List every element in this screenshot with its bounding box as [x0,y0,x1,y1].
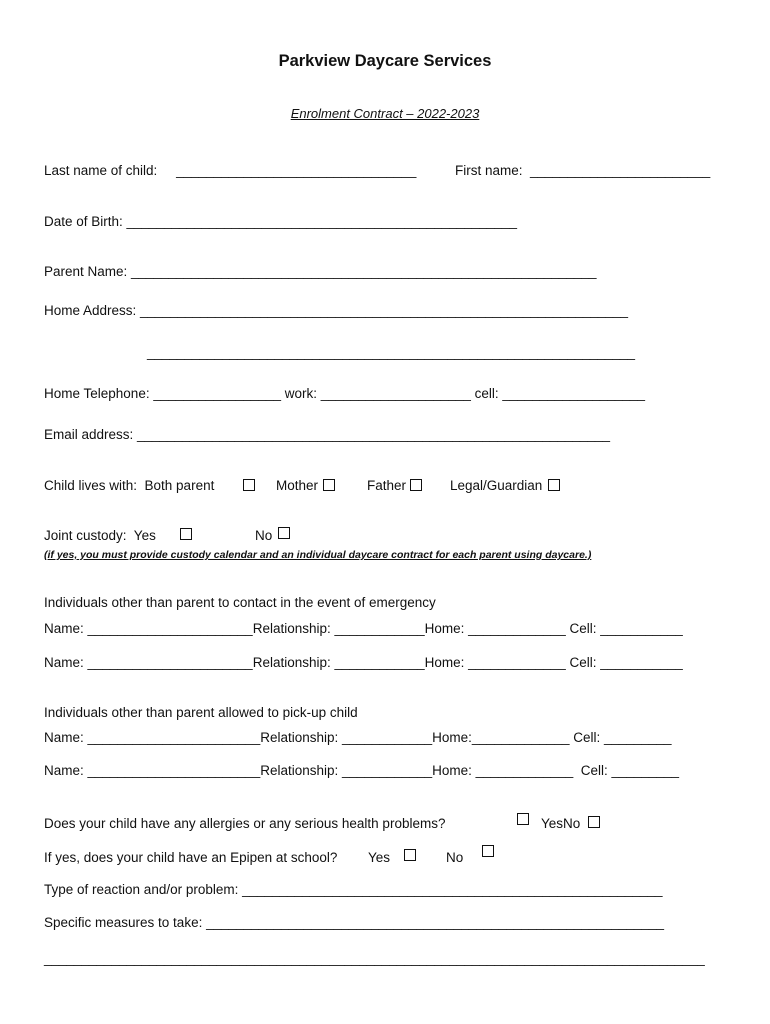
page-subtitle: Enrolment Contract – 2022-2023 [290,106,480,121]
custody-no-checkbox[interactable] [278,527,290,539]
reaction-field[interactable]: Type of reaction and/or problem: ________________________________________________________ [44,882,663,897]
dob-field[interactable]: Date of Birth: ____________________________________________________ [44,214,517,229]
home-address-line-2[interactable]: _________________________________________________________________ [147,345,636,360]
epipen-yes-checkbox[interactable] [404,849,416,861]
first-name-field[interactable]: First name: ________________________ [455,163,711,178]
epipen-question: If yes, does your child have an Epipen at school? [44,850,338,865]
last-name-field[interactable]: Last name of child: ________________________________ [44,163,417,178]
pickup-row-2[interactable]: Name: _______________________Relationship: ____________Home: _____________ Cell: _________ [44,763,680,778]
custody-note: (if yes, you must provide custody calendar and an individual daycare contract for each parent using daycare.) [44,549,592,561]
guardian-checkbox[interactable] [548,479,560,491]
epipen-no-checkbox[interactable] [482,845,494,857]
allergies-yesno-label: YesNo [541,816,581,831]
parent-name-field[interactable]: Parent Name: ______________________________________________________________ [44,264,597,279]
custody-yes-checkbox[interactable] [180,528,192,540]
epipen-yes-label: Yes [368,850,391,865]
allergies-no-checkbox[interactable] [588,816,600,828]
pickup-heading: Individuals other than parent allowed to pick-up child [44,705,358,720]
pickup-row-1[interactable]: Name: _______________________Relationship: ____________Home:_____________ Cell: _________ [44,730,672,745]
custody-no-label: No [255,528,273,543]
father-label: Father [367,478,407,493]
home-address-field[interactable]: Home Address: _________________________________________________________________ [44,303,629,318]
father-checkbox[interactable] [410,479,422,491]
emergency-row-2[interactable]: Name: ______________________Relationship: ____________Home: _____________ Cell: ___________ [44,655,683,670]
joint-custody-label: Joint custody: Yes [44,528,156,543]
child-lives-label: Child lives with: Both parent [44,478,215,493]
emergency-heading: Individuals other than parent to contact in the event of emergency [44,595,436,610]
emergency-row-1[interactable]: Name: ______________________Relationship: ____________Home: _____________ Cell: ___________ [44,621,683,636]
epipen-no-label: No [446,850,464,865]
measures-field[interactable]: Specific measures to take: _____________________________________________________________ [44,915,665,930]
measures-line-2[interactable]: ________________________________________________________________________________________ [44,951,705,966]
allergies-question: Does your child have any allergies or any serious health problems? [44,816,446,831]
mother-checkbox[interactable] [323,479,335,491]
email-field[interactable]: Email address: _______________________________________________________________ [44,427,611,442]
telephone-fields[interactable]: Home Telephone: _________________ work: ____________________ cell: ___________________ [44,386,646,401]
guardian-label: Legal/Guardian [450,478,543,493]
page-title: Parkview Daycare Services [278,52,492,70]
mother-label: Mother [276,478,319,493]
allergies-yes-checkbox[interactable] [517,813,529,825]
both-parent-checkbox[interactable] [243,479,255,491]
